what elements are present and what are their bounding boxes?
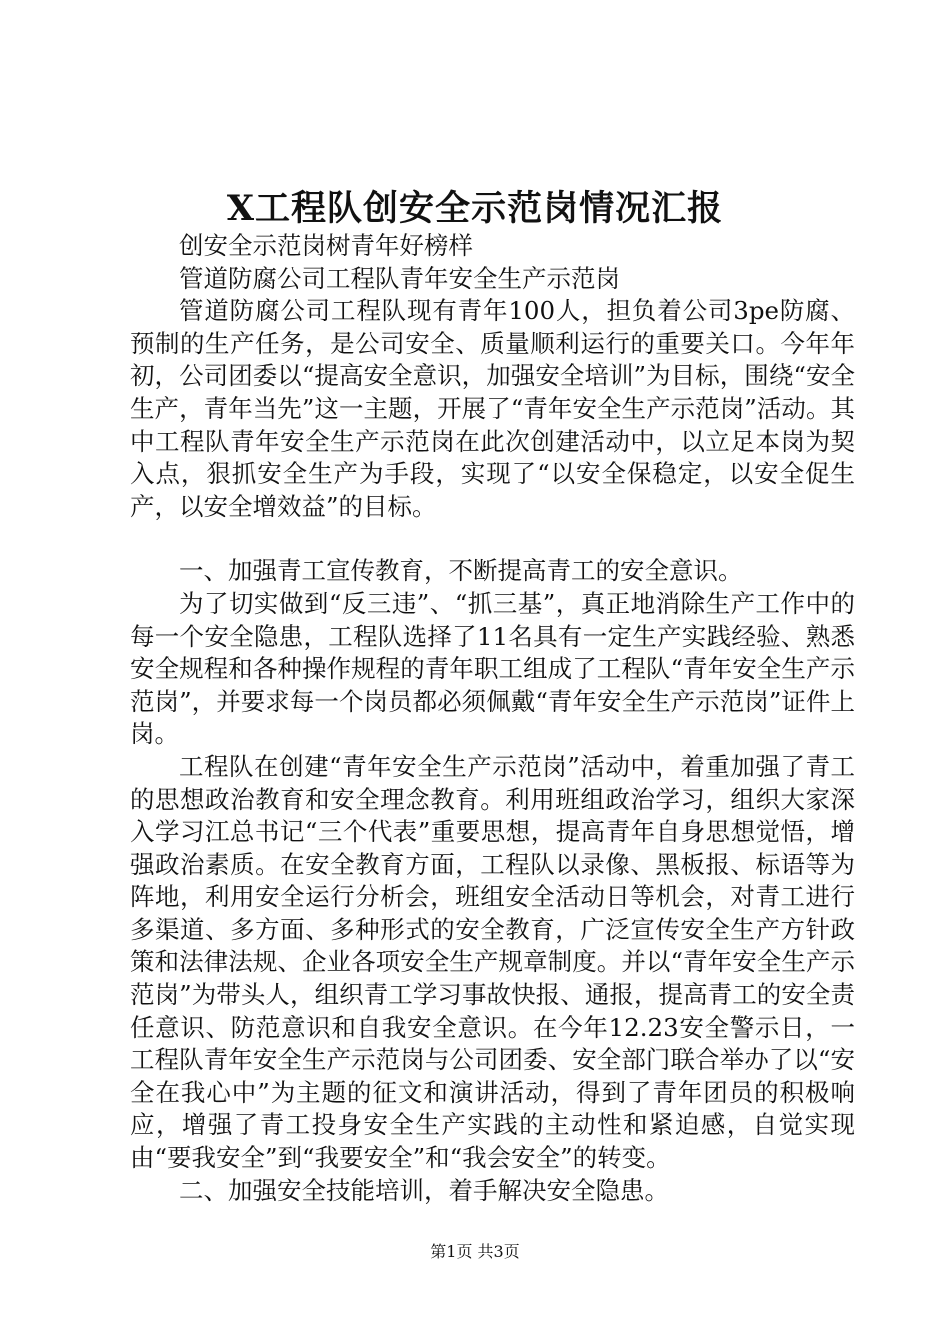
section-heading: 二、加强安全技能培训，着手解决安全隐患。 xyxy=(179,1175,669,1205)
body-paragraph: 工程队在创建“青年安全生产示范岗”活动中，着重加强了青工的思想政治教育和安全理念教育。利用班组政治学习，组织大家深入学习江总书记“三个代表”重要思想，提高青年自身思想觉悟，增强政治素质。在安全教育方面，工程队以录像、黑板报、标语等为阵地，利用安全运行分析会，班组安全活动日等机会，对青工进行多渠道、多方面、多种形式的安全教育，广泛宣传安全生产方针政策和法律法规、企业各项安全生产规章制度。并以“青年安全生产示范岗”为带头人，组织青工学习事故快报、通报，提高青工的安全责任意识、防范意识和自我安全意识。在今年12.23安全警示日，一工程队青年安全生产示范岗与公司团委、安全部门联合举办了以“安全在我心中”为主题的征文和演讲活动，得到了青年团员的积极响应，增强了青工投身安全生产实践的主动性和紧迫感，自觉实现由“要我安全”到“我要安全”和“我会安全”的转变。 xyxy=(130,751,855,1173)
subtitle-line: 创安全示范岗树青年好榜样 xyxy=(179,231,473,260)
section-heading: 一、加强青工宣传教育，不断提高青工的安全意识。 xyxy=(179,556,743,586)
body-paragraph: 管道防腐公司工程队现有青年100人，担负着公司3pe防腐、预制的生产任务，是公司安全、质量顺利运行的重要关口。今年年初，公司团委以“提高安全意识，加强安全培训”为目标，围绕“安全生产，青年当先”这一主题，开展了“青年安全生产示范岗”活动。其中工程队青年安全生产示范岗在此次创建活动中，以立足本岗为契入点，狠抓安全生产为手段，实现了“以安全保稳定，以安全促生产，以安全增效益”的目标。 xyxy=(130,296,855,521)
subtitle-line: 管道防腐公司工程队青年安全生产示范岗 xyxy=(179,263,620,293)
document-title: X工程队创安全示范岗情况汇报 xyxy=(226,188,724,229)
document-body xyxy=(130,230,855,1207)
page-number-footer: 第1页 共3页 xyxy=(430,1242,520,1261)
body-paragraph: 为了切实做到“反三违”、“抓三基”，真正地消除生产工作中的每一个安全隐患，工程队选择了11名具有一定生产实践经验、熟悉安全规程和各种操作规程的青年职工组成了工程队“青年安全生产示范岗”，并要求每一个岗员都必须佩戴“青年安全生产示范岗”证件上岗。 xyxy=(130,588,855,749)
